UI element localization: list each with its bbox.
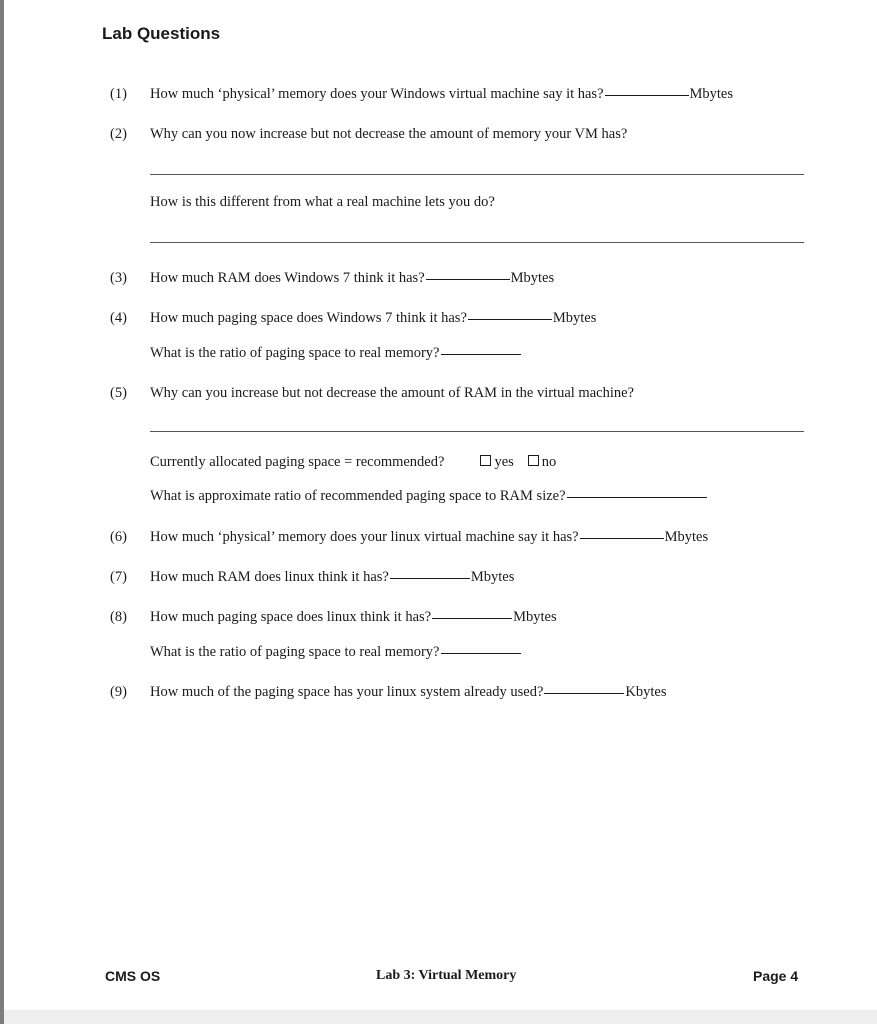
question-2 bbox=[150, 126, 627, 143]
answer-line[interactable] bbox=[150, 174, 804, 175]
question-text: How much of the paging space has your linux system already used? bbox=[150, 684, 544, 700]
unit-label: Mbytes bbox=[510, 270, 555, 286]
question-number: (5) bbox=[110, 385, 127, 401]
answer-blank[interactable] bbox=[468, 318, 552, 320]
question-4-followup bbox=[150, 345, 522, 362]
question-number: (4) bbox=[110, 310, 127, 326]
document-page bbox=[4, 0, 877, 1010]
answer-blank[interactable] bbox=[544, 692, 624, 694]
yes-checkbox[interactable] bbox=[480, 455, 491, 466]
unit-label: Mbytes bbox=[470, 569, 515, 585]
question-number: (1) bbox=[110, 86, 127, 102]
question-text: How much paging space does linux think it has? bbox=[150, 609, 432, 625]
footer-title: Lab 3: Virtual Memory bbox=[376, 968, 517, 983]
question-5 bbox=[150, 385, 634, 402]
question-2-followup bbox=[150, 194, 495, 211]
question-5-followup bbox=[150, 454, 570, 471]
no-label: no bbox=[541, 454, 557, 470]
answer-blank[interactable] bbox=[441, 652, 521, 654]
answer-blank[interactable] bbox=[580, 537, 664, 539]
question-text: What is approximate ratio of recommended paging space to RAM size? bbox=[150, 488, 566, 504]
question-text: How much ‘physical’ memory does your linux virtual machine say it has? bbox=[150, 529, 579, 545]
question-4 bbox=[150, 310, 596, 327]
question-3 bbox=[150, 270, 554, 287]
question-text: What is the ratio of paging space to real memory? bbox=[150, 644, 440, 660]
question-1 bbox=[150, 86, 733, 103]
unit-label: Kbytes bbox=[625, 684, 667, 700]
question-number: (6) bbox=[110, 529, 127, 545]
question-text: How much RAM does Windows 7 think it has? bbox=[150, 270, 425, 286]
question-text: How much ‘physical’ memory does your Windows virtual machine say it has? bbox=[150, 86, 604, 102]
unit-label: Mbytes bbox=[689, 86, 734, 102]
unit-label: Mbytes bbox=[513, 609, 557, 625]
answer-blank[interactable] bbox=[567, 496, 707, 498]
answer-line[interactable] bbox=[150, 242, 804, 243]
no-checkbox[interactable] bbox=[528, 455, 539, 466]
question-9 bbox=[150, 684, 667, 701]
question-text: How much RAM does linux think it has? bbox=[150, 569, 389, 585]
answer-blank[interactable] bbox=[441, 353, 521, 355]
answer-line[interactable] bbox=[150, 431, 804, 432]
unit-label: Mbytes bbox=[664, 529, 709, 545]
answer-blank[interactable] bbox=[432, 617, 512, 619]
answer-blank[interactable] bbox=[605, 94, 689, 96]
question-text: What is the ratio of paging space to real memory? bbox=[150, 345, 440, 361]
question-8 bbox=[150, 609, 557, 626]
page-heading: Lab Questions bbox=[102, 24, 221, 43]
footer-course: CMS OS bbox=[105, 968, 161, 984]
yes-option[interactable] bbox=[480, 454, 513, 471]
viewer-bottom-strip bbox=[4, 1010, 877, 1024]
question-number: (3) bbox=[110, 270, 127, 286]
question-7 bbox=[150, 569, 514, 586]
answer-blank[interactable] bbox=[426, 278, 510, 280]
question-text: Why can you now increase but not decrease the amount of memory your VM has? bbox=[150, 126, 628, 142]
question-number: (8) bbox=[110, 609, 127, 625]
answer-blank[interactable] bbox=[390, 577, 470, 579]
question-number: (2) bbox=[110, 126, 127, 142]
question-8-followup bbox=[150, 644, 522, 661]
no-option[interactable] bbox=[528, 454, 557, 471]
question-text: Currently allocated paging space = recommended? bbox=[150, 454, 445, 470]
question-text: How is this different from what a real machine lets you do? bbox=[150, 194, 495, 210]
unit-label: Mbytes bbox=[552, 310, 597, 326]
question-6 bbox=[150, 529, 708, 546]
question-text: How much paging space does Windows 7 think it has? bbox=[150, 310, 467, 326]
question-number: (7) bbox=[110, 569, 127, 585]
yes-label: yes bbox=[494, 454, 514, 470]
footer-page-number: Page 4 bbox=[753, 968, 799, 984]
question-5-ratio bbox=[150, 488, 708, 505]
question-text: Why can you increase but not decrease the amount of RAM in the virtual machine? bbox=[150, 385, 634, 401]
question-number: (9) bbox=[110, 684, 127, 700]
